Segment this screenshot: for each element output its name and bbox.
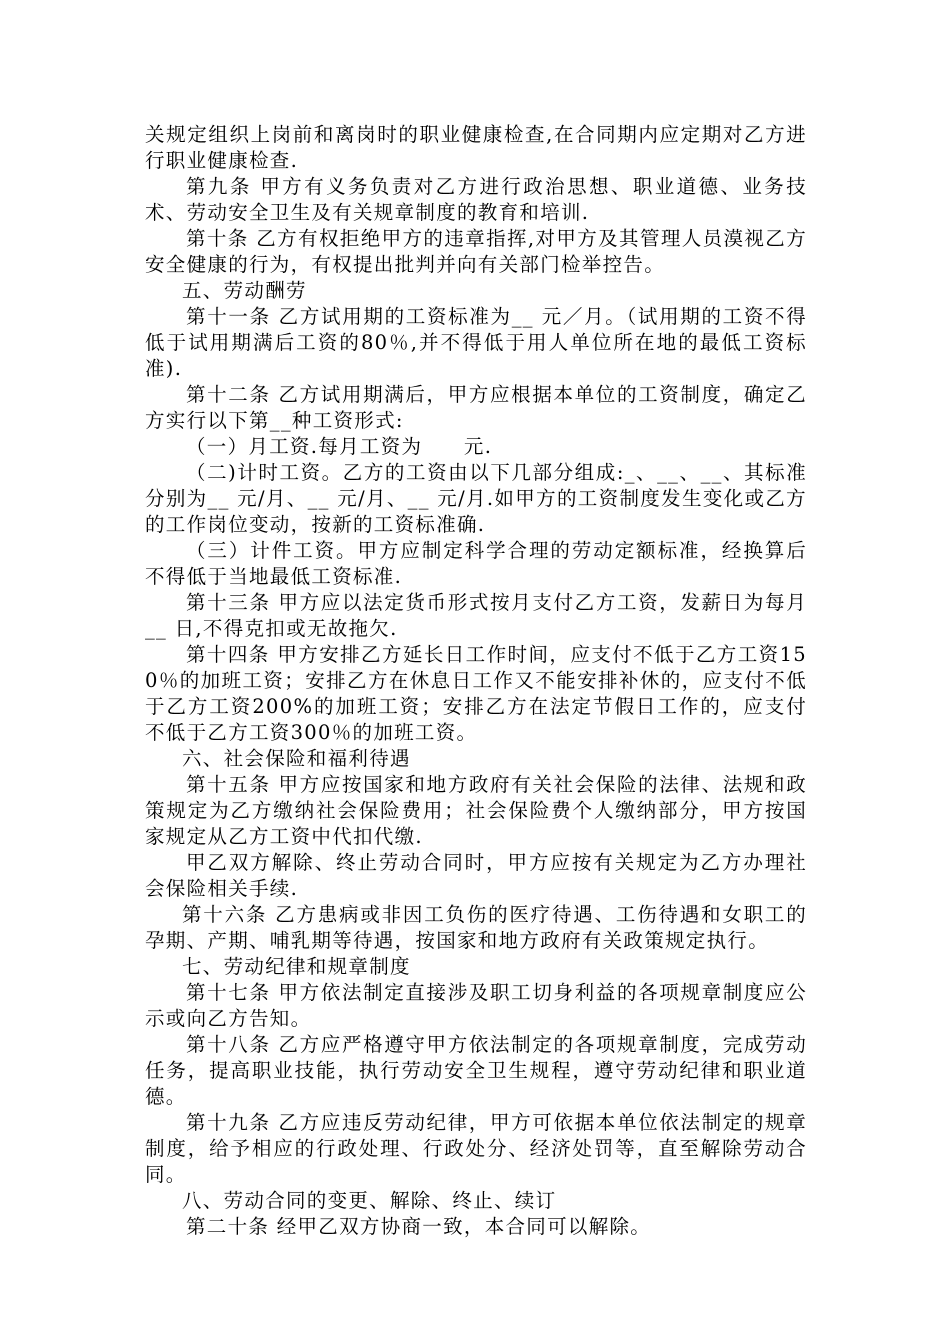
paragraph-article-9: 第九条 甲方有义务负责对乙方进行政治思想、职业道德、业务技术、劳动安全卫生及有关规章制度的教育和培训. [145, 175, 807, 224]
paragraph-health-check-continued: 关规定组织上岗前和离岗时的职业健康检查,在合同期内应定期对乙方进行职业健康检查. [145, 123, 807, 172]
paragraph-article-11: 第十一条 乙方试用期的工资标准为__ 元／月。（试用期的工资不得低于试用期满后工资的80％,并不得低于用人单位所在地的最低工资标准). [145, 305, 807, 380]
document-body [145, 122, 807, 1240]
paragraph-insurance-procedures: 甲乙双方解除、终止劳动合同时，甲方应按有关规定为乙方办理社会保险相关手续. [145, 851, 807, 900]
paragraph-article-19: 第十九条 乙方应违反劳动纪律，甲方可依据本单位依法制定的规章制度，给予相应的行政处理、行政处分、经济处罚等，直至解除劳动合同。 [145, 1111, 807, 1186]
paragraph-article-13: 第十三条 甲方应以法定货币形式按月支付乙方工资，发薪日为每月__ 日,不得克扣或无故拖欠. [145, 591, 807, 640]
paragraph-monthly-wage: （一）月工资.每月工资为 元. [186, 435, 493, 458]
paragraph-hourly-wage: （二)计时工资。乙方的工资由以下几部分组成:_、__、__、其标准分别为__ 元/月、__ 元/月、__ 元/月.如甲方的工资制度发生变化或乙方的工作岗位变动，按新的工资标准确. [145, 461, 807, 536]
paragraph-article-16: 第十六条 乙方患病或非因工负伤的医疗待遇、工伤待遇和女职工的孕期、产期、哺乳期等待遇，按国家和地方政府有关政策规定执行。 [145, 903, 807, 952]
section-heading-remuneration: 五、劳动酬劳 [182, 279, 307, 302]
paragraph-article-12: 第十二条 乙方试用期满后，甲方应根据本单位的工资制度，确定乙方实行以下第__种工资形式: [145, 383, 807, 432]
paragraph-article-17: 第十七条 甲方依法制定直接涉及职工切身利益的各项规章制度应公示或向乙方告知。 [145, 981, 807, 1030]
paragraph-article-18: 第十八条 乙方应严格遵守甲方依法制定的各项规章制度，完成劳动任务，提高职业技能，执行劳动安全卫生规程，遵守劳动纪律和职业道德。 [145, 1033, 807, 1108]
paragraph-article-14: 第十四条 甲方安排乙方延长日工作时间，应支付不低于乙方工资150％的加班工资；安排乙方在休息日工作又不能安排补休的，应支付不低于乙方工资200%的加班工资；安排乙方在法定节假日工作的，应支付不低于乙方工资300％的加班工资。 [145, 643, 807, 744]
paragraph-article-10: 第十条 乙方有权拒绝甲方的违章指挥,对甲方及其管理人员漠视乙方安全健康的行为，有权提出批判并向有关部门检举控告。 [145, 227, 807, 276]
section-heading-contract-changes: 八、劳动合同的变更、解除、终止、续订 [182, 1189, 557, 1212]
section-heading-social-insurance: 六、社会保险和福利待遇 [182, 747, 411, 770]
paragraph-piece-wage: （三）计件工资。甲方应制定科学合理的劳动定额标准，经换算后不得低于当地最低工资标准. [145, 539, 807, 588]
paragraph-article-15: 第十五条 甲方应按国家和地方政府有关社会保险的法律、法规和政策规定为乙方缴纳社会保险费用；社会保险费个人缴纳部分，甲方按国家规定从乙方工资中代扣代缴. [145, 773, 807, 848]
paragraph-article-20: 第二十条 经甲乙双方协商一致，本合同可以解除。 [186, 1215, 652, 1238]
section-heading-labor-discipline: 七、劳动纪律和规章制度 [182, 955, 411, 978]
